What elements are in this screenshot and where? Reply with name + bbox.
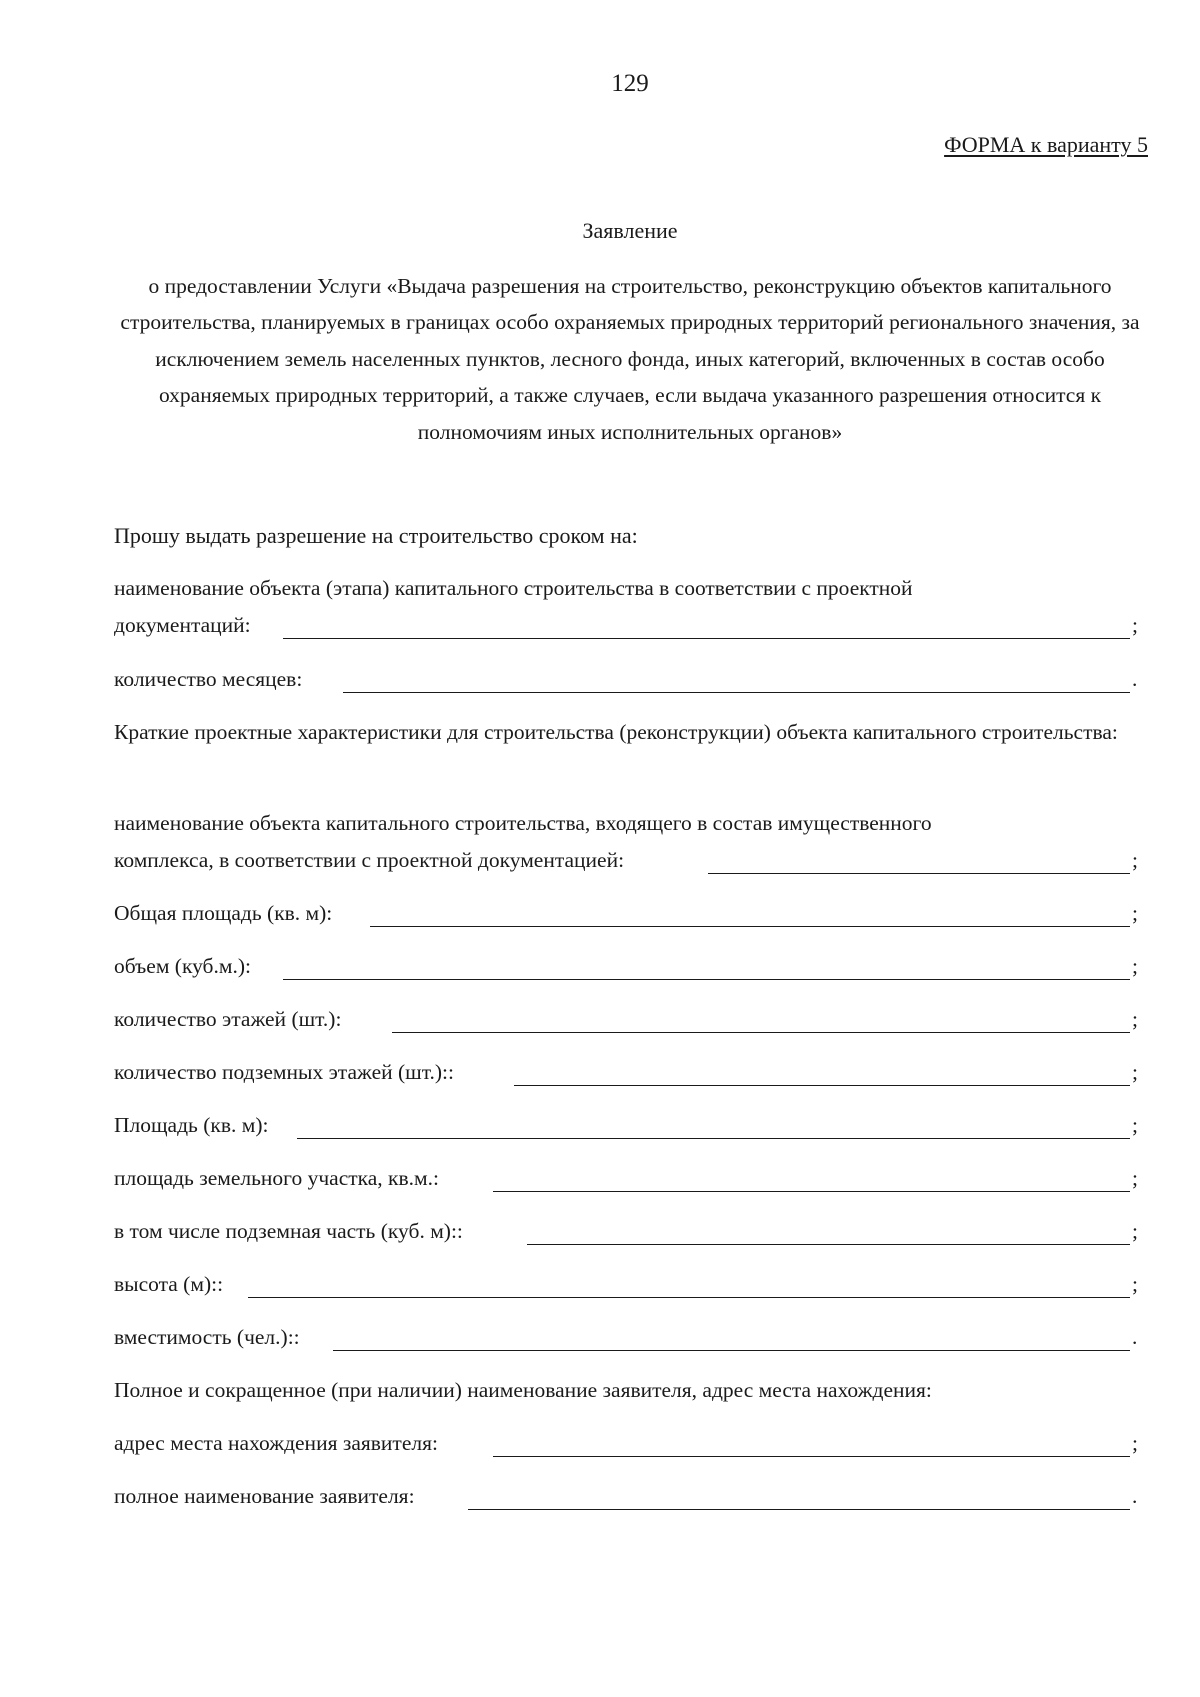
months-label: количество месяцев: [114, 667, 303, 691]
applicant-address-end: ; [1132, 1431, 1138, 1455]
complex-object-field[interactable] [708, 873, 1130, 874]
height-end: ; [1132, 1272, 1138, 1296]
months-field[interactable] [343, 692, 1130, 693]
floors-end: ; [1132, 1007, 1138, 1031]
object-name-field[interactable] [283, 638, 1130, 639]
applicant-full-name-field[interactable] [468, 1509, 1130, 1510]
underground-floors-label: количество подземных этажей (шт.):: [114, 1060, 454, 1084]
applicant-full-name-end: . [1132, 1484, 1138, 1508]
volume-end: ; [1132, 954, 1138, 978]
complex-object-label-line1: наименование объекта капитального строительства, входящего в состав имущественного [114, 811, 932, 835]
volume-label: объем (куб.м.): [114, 954, 251, 978]
floors-field[interactable] [392, 1032, 1130, 1033]
page-number: 129 [611, 70, 649, 97]
area-end: ; [1132, 1113, 1138, 1137]
document-title: Заявление [582, 218, 678, 243]
applicant-heading: Полное и сокращенное (при наличии) наименование заявителя, адрес места нахождения: [114, 1378, 932, 1402]
complex-object-end: ; [1132, 848, 1138, 872]
complex-object-label-line2: комплекса, в соответствии с проектной документацией: [114, 848, 625, 872]
capacity-end: . [1132, 1325, 1138, 1349]
document-subtitle: о предоставлении Услуги «Выдача разрешения на строительство, реконструкцию объектов капитального строительства, планируемых в границах особо охраняемых природных территорий регионального значения, за исключением земель населенных пунктов, лесного фонда, иных категорий, включенных в состав особо охраняемых природных территорий, а также случаев, если выдача указанного разрешения относится к полномочиям иных исполнительных органов» [120, 274, 1140, 444]
applicant-address-field[interactable] [493, 1456, 1130, 1457]
object-name-label-line2: документаций: [114, 613, 251, 637]
intro-text: Прошу выдать разрешение на строительство сроком на: [114, 523, 638, 548]
applicant-address-label: адрес места нахождения заявителя: [114, 1431, 438, 1455]
months-end: . [1132, 667, 1138, 691]
area-field[interactable] [297, 1138, 1130, 1139]
applicant-full-name-label: полное наименование заявителя: [114, 1484, 415, 1508]
underground-floors-field[interactable] [514, 1085, 1130, 1086]
height-field[interactable] [248, 1297, 1130, 1298]
total-area-end: ; [1132, 901, 1138, 925]
capacity-label: вместимость (чел.):: [114, 1325, 300, 1349]
land-area-field[interactable] [493, 1191, 1130, 1192]
area-label: Площадь (кв. м): [114, 1113, 269, 1137]
height-label: высота (м):: [114, 1272, 224, 1296]
underground-floors-end: ; [1132, 1060, 1138, 1084]
total-area-label: Общая площадь (кв. м): [114, 901, 333, 925]
floors-label: количество этажей (шт.): [114, 1007, 342, 1031]
capacity-field[interactable] [333, 1350, 1130, 1351]
characteristics-heading: Краткие проектные характеристики для строительства (реконструкции) объекта капитального строительства: [114, 720, 1118, 744]
volume-field[interactable] [283, 979, 1130, 980]
land-area-label: площадь земельного участка, кв.м.: [114, 1166, 439, 1190]
object-name-label-line1: наименование объекта (этапа) капитального строительства в соответствии с проектной [114, 576, 913, 600]
object-name-end: ; [1132, 613, 1138, 637]
total-area-field[interactable] [370, 926, 1130, 927]
underground-part-end: ; [1132, 1219, 1138, 1243]
form-reference: ФОРМА к варианту 5 [944, 132, 1148, 157]
land-area-end: ; [1132, 1166, 1138, 1190]
underground-part-label: в том числе подземная часть (куб. м):: [114, 1219, 463, 1243]
underground-part-field[interactable] [527, 1244, 1130, 1245]
